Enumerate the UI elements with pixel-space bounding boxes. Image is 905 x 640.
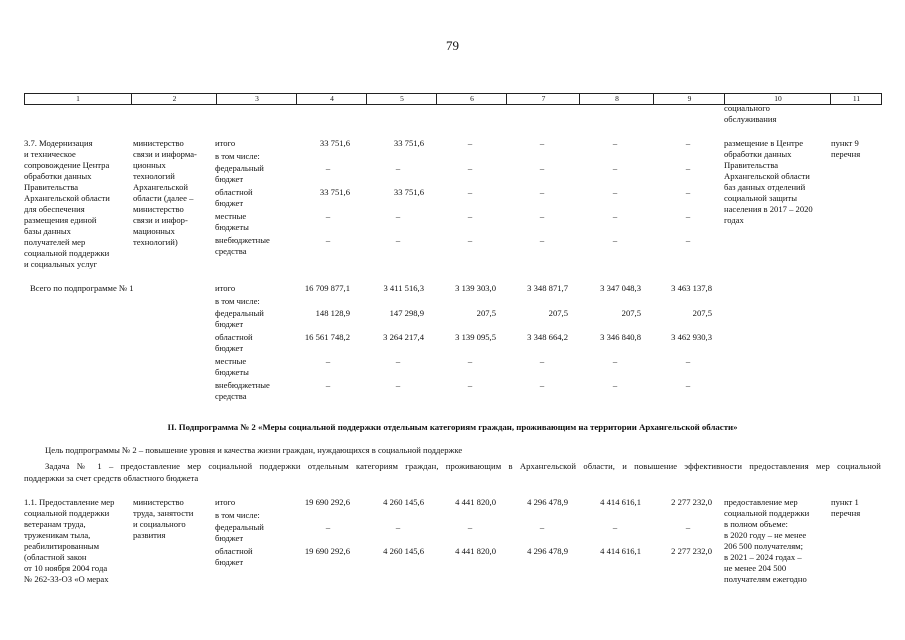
column-header: 9 (653, 94, 725, 104)
source-label: федеральный бюджет (215, 522, 264, 543)
cell-value: – (685, 138, 691, 148)
cell-value: 4 296 478,9 (527, 497, 568, 507)
column-header: 1 (76, 94, 80, 103)
cell-value: 3 346 840,8 (600, 332, 641, 342)
executor: министерство труда, занятости и социального развития (133, 497, 194, 540)
cell-value: 4 441 820,0 (455, 497, 496, 507)
cell-value: – (395, 522, 401, 532)
cell-value: – (685, 380, 691, 390)
cell-value: – (685, 187, 691, 197)
cell-value: – (539, 211, 545, 221)
column-header: 6 (436, 94, 507, 104)
cell-value: – (467, 187, 473, 197)
executor: министерство связи и информа- ционных технологий Архангельской области (далее – министерство связи и инфор- мационных технологий) (133, 138, 197, 247)
cell-value: – (539, 356, 545, 366)
cell-value: – (325, 163, 331, 173)
source-label: областной бюджет (215, 546, 253, 567)
reference: пункт 9 перечня (831, 138, 861, 159)
cell-value: 4 414 616,1 (600, 497, 641, 507)
cell-value: – (395, 163, 401, 173)
cell-value: – (467, 522, 473, 532)
cell-value: 2 277 232,0 (671, 546, 712, 556)
cell-value: 148 128,9 (315, 308, 350, 318)
measure-name: 3.7. Модернизация и техническое сопровождение Центра обработки данных Правительства Архангельской области для обеспечения размещения единой базы данных получателей мер социальной поддержки и социальных услуг (24, 138, 110, 269)
cell-value: – (612, 380, 618, 390)
cell-value: – (325, 235, 331, 245)
cell-value: – (395, 356, 401, 366)
cell-value: – (612, 356, 618, 366)
source-label: федеральный бюджет (215, 163, 264, 184)
cell-value: 3 411 516,3 (383, 283, 424, 293)
cell-value: – (467, 380, 473, 390)
cell-value: – (685, 356, 691, 366)
expected-result: предоставление мер социальной поддержки в полном объеме: в 2020 году – не менее 206 500 получателям; в 2021 – 2024 годах – не менее 204 500 получателям ежегодно (724, 497, 810, 584)
cell-value: – (539, 163, 545, 173)
source-label: местные бюджеты (215, 356, 249, 377)
cell-value: 3 264 217,4 (383, 332, 424, 342)
total-label: Всего по подпрограмме № 1 (30, 283, 134, 293)
page-number: 79 (446, 38, 459, 53)
cell-value: – (395, 211, 401, 221)
source-label: федеральный бюджет (215, 308, 264, 329)
source-label: в том числе: (215, 296, 260, 306)
column-header: 10 (724, 94, 831, 104)
cell-value: – (539, 138, 545, 148)
cell-value: 4 260 145,6 (383, 546, 424, 556)
cell-value: 4 260 145,6 (383, 497, 424, 507)
cell-value: 2 277 232,0 (671, 497, 712, 507)
cell-value: 3 348 664,2 (527, 332, 568, 342)
source-label: внебюджетные средства (215, 380, 270, 401)
cell-value: – (467, 163, 473, 173)
cell-value: – (395, 235, 401, 245)
reference: пункт 1 перечня (831, 497, 861, 518)
source-label: областной бюджет (215, 332, 253, 353)
column-header: 8 (579, 94, 654, 104)
cell-value: 19 690 292,6 (304, 497, 350, 507)
cell-value: 33 751,6 (393, 138, 424, 148)
cell-value: – (467, 235, 473, 245)
source-label: итого (215, 138, 236, 148)
cell-value: 16 709 877,1 (304, 283, 350, 293)
cell-value: 16 561 748,2 (304, 332, 350, 342)
section-heading: II. Подпрограмма № 2 «Меры социальной поддержки отдельным категориям граждан, проживающим на территории Архангельской области» (167, 422, 738, 432)
source-label: в том числе: (215, 510, 260, 520)
expected-result: размещение в Центре обработки данных Правительства Архангельской области баз данных отделений социальной защиты населения в 2017 – 2020 годах (724, 138, 813, 225)
cell-value: – (395, 380, 401, 390)
source-label: итого (215, 497, 236, 507)
cell-value: 4 441 820,0 (455, 546, 496, 556)
column-header: 5 (366, 94, 437, 104)
cell-value: 3 462 930,3 (671, 332, 712, 342)
cell-value: 207,5 (621, 308, 641, 318)
column-header: 4 (296, 94, 367, 104)
cell-value: 33 751,6 (393, 187, 424, 197)
cell-value: 33 751,6 (319, 138, 350, 148)
task-text-line-1: Задача № 1 – предоставление мер социальной поддержки отдельным категориям граждан, проживающим в Архангельской области, и повышение эффективности предоставления мер социальной (45, 461, 881, 471)
cell-value: 33 751,6 (319, 187, 350, 197)
cell-value: – (612, 211, 618, 221)
cell-value: – (685, 235, 691, 245)
cell-value: 3 348 871,7 (527, 283, 568, 293)
cell-value: – (325, 356, 331, 366)
column-header: 11 (830, 94, 882, 104)
cell-value: 19 690 292,6 (304, 546, 350, 556)
column-header: 3 (216, 94, 297, 104)
cell-value: – (467, 211, 473, 221)
source-label: областной бюджет (215, 187, 253, 208)
cell-value: 3 139 303,0 (455, 283, 496, 293)
cell-value: 3 139 095,5 (455, 332, 496, 342)
cell-value: 4 296 478,9 (527, 546, 568, 556)
cell-value: 147 298,9 (389, 308, 424, 318)
cell-value: – (685, 163, 691, 173)
goal-text: Цель подпрограммы № 2 – повышение уровня и качества жизни граждан, нуждающихся в социальной поддержке (45, 445, 463, 455)
cell-value: – (685, 522, 691, 532)
cell-value: – (539, 380, 545, 390)
cell-value: – (325, 380, 331, 390)
cell-value: 4 414 616,1 (600, 546, 641, 556)
cell-value: 3 463 137,8 (671, 283, 712, 293)
source-label: местные бюджеты (215, 211, 249, 232)
cell-value: – (467, 356, 473, 366)
cell-value: – (685, 211, 691, 221)
source-label: внебюджетные средства (215, 235, 270, 256)
cell-value: – (467, 138, 473, 148)
column-header: 2 (131, 94, 217, 104)
cell-value: – (325, 522, 331, 532)
source-label: итого (215, 283, 236, 293)
cell-value: 207,5 (548, 308, 568, 318)
source-label: в том числе: (215, 151, 260, 161)
column-header: 7 (506, 94, 580, 104)
cell-value: – (539, 187, 545, 197)
cell-value: – (612, 163, 618, 173)
cell-value: – (539, 235, 545, 245)
cell-value: 207,5 (692, 308, 712, 318)
cell-value: – (612, 522, 618, 532)
cell-value: 207,5 (476, 308, 496, 318)
column-10-continuation: социального обслуживания (724, 103, 777, 124)
cell-value: – (325, 211, 331, 221)
cell-value: 3 347 048,3 (600, 283, 641, 293)
cell-value: – (612, 138, 618, 148)
cell-value: – (612, 235, 618, 245)
cell-value: – (539, 522, 545, 532)
cell-value: – (612, 187, 618, 197)
task-text-line-2: поддержки за счет средств областного бюджета (24, 473, 199, 483)
measure-name: 1.1. Предоставление мер социальной поддержки ветеранам труда, труженикам тыла, реабилитированным (областной закон от 10 ноября 2004 года № 262-33-ОЗ «О мерах (24, 497, 115, 584)
